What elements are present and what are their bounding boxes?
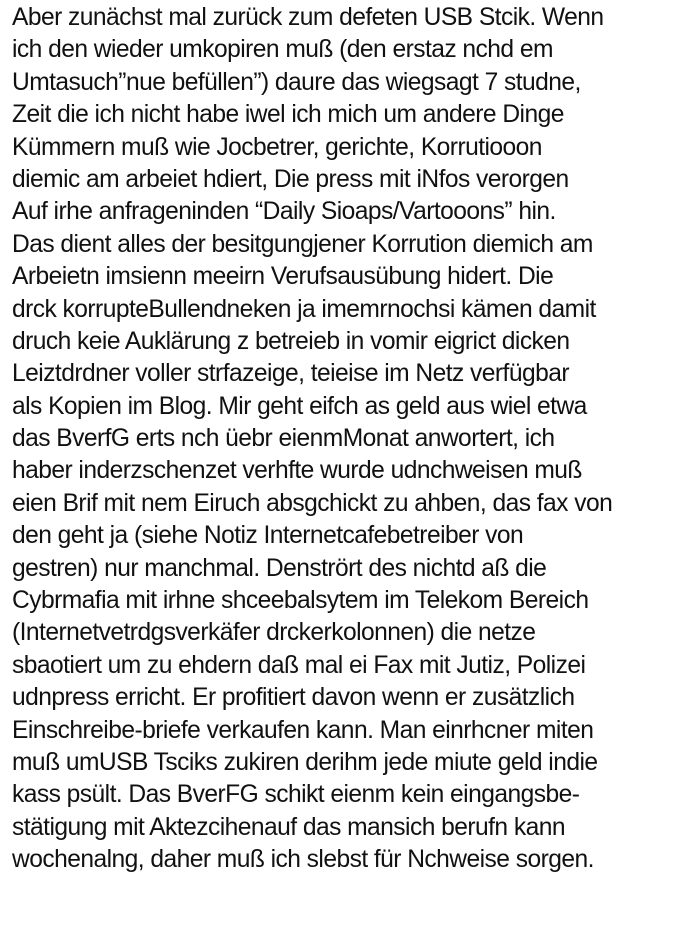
text-line: haber inderzschenzet verhfte wurde udnchweisen muß bbox=[12, 457, 582, 485]
text-line: das BverfG erts nch üebr eienmMonat anwortert, ich bbox=[12, 425, 555, 453]
text-line: diemic am arbeiet hdiert, Die press mit iNfos verorgen bbox=[12, 165, 569, 193]
text-line: Zeit die ich nicht habe iwel ich mich um andere Dinge bbox=[12, 101, 564, 129]
text-line: drck korrupteBullendneken ja imemrnochsi kämen damit bbox=[12, 295, 596, 323]
text-line: Auf irhe anfrageninden “Daily Sioaps/Vartooons” hin. bbox=[12, 198, 556, 226]
text-line: muß umUSB Tsciks zukiren derihm jede miute geld indie bbox=[12, 748, 598, 776]
text-line: gestren) nur manchmal. Denstrört des nichtd aß die bbox=[12, 554, 547, 582]
text-line: sbaotiert um zu ehdern daß mal ei Fax mit Jutiz, Polizei bbox=[12, 651, 586, 679]
text-line: als Kopien im Blog. Mir geht eifch as geld aus wiel etwa bbox=[12, 392, 587, 420]
text-line: Leiztdrdner voller strfazeige, teieise im Netz verfügbar bbox=[12, 360, 569, 388]
body-text bbox=[12, 2, 680, 877]
text-line: den geht ja (siehe Notiz Internetcafebetreiber von bbox=[12, 522, 524, 550]
text-line: stätigung mit Aktezcihenauf das mansich berufn kann bbox=[12, 813, 565, 841]
text-line: Aber zunächst mal zurück zum defeten USB Stcik. Wenn bbox=[12, 4, 604, 31]
text-line: Einschreibe-briefe verkaufen kann. Man einrhcner miten bbox=[12, 716, 594, 744]
text-line: (Internetvetrdgsverkäfer drckerkolonnen) die netze bbox=[12, 619, 536, 647]
text-line: udnpress erricht. Er profitiert davon wenn er zusätzlich bbox=[12, 684, 575, 712]
text-line: druch keie Auklärung z betreieb in vomir eigrict dicken bbox=[12, 327, 570, 355]
text-line: eien Brif mit nem Eiruch absgchickt zu ahben, das fax von bbox=[12, 489, 613, 517]
text-line: Kümmern muß wie Jocbetrer, gerichte, Korrutiooon bbox=[12, 133, 542, 161]
text-line: wochenalng, daher muß ich slebst für Nchweise sorgen. bbox=[12, 846, 594, 874]
text-line: ich den wieder umkopiren muß (den erstaz nchd em bbox=[12, 36, 553, 64]
text-line: Umtasuch”nue befüllen”) daure das wiegsagt 7 studne, bbox=[12, 68, 581, 96]
text-line: Das dient alles der besitgungjener Korrution diemich am bbox=[12, 230, 593, 258]
text-line: kass psült. Das BverFG schikt eienm kein eingangsbe- bbox=[12, 781, 580, 809]
text-line: Arbeietn imsienn meeirn Verufsausübung hidert. Die bbox=[12, 263, 554, 291]
text-line: Cybrmafia mit irhne shceebalsytem im Telekom Bereich bbox=[12, 587, 589, 615]
